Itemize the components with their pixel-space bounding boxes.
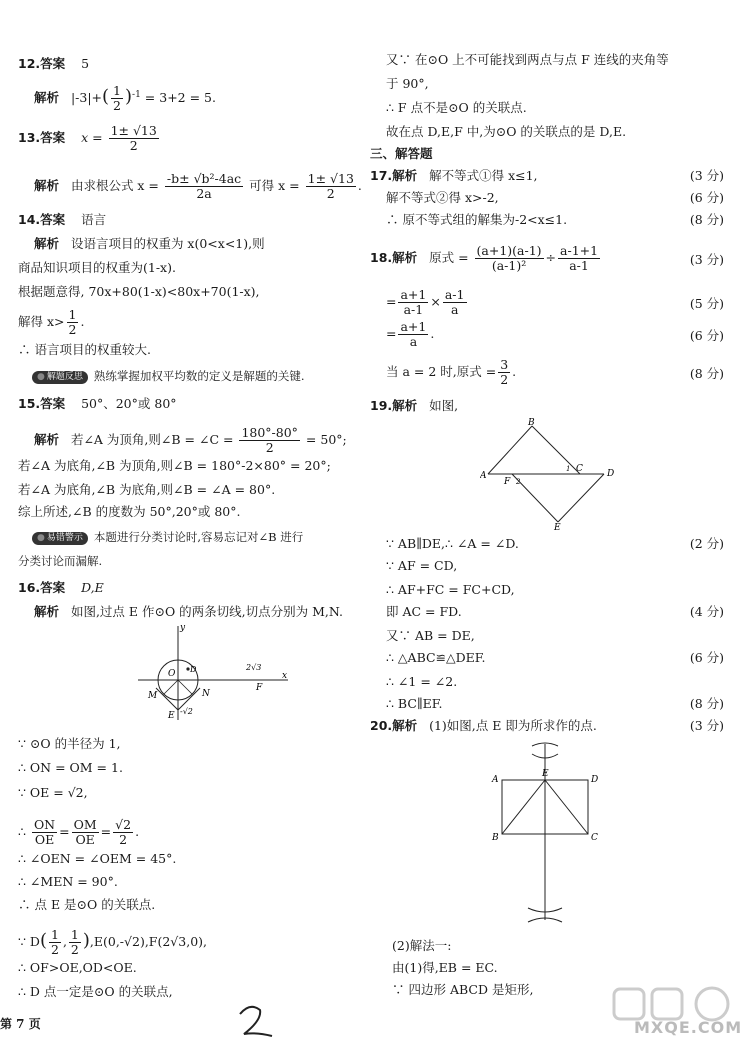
line-ec <box>545 780 588 834</box>
q16-text1: 如图,过点 E 作⊙O 的两条切线,切点分别为 M,N. <box>70 604 344 619</box>
q18-l2-pre: = <box>386 294 397 309</box>
q16-step9: ∴ OF>OE,OD<OE. <box>18 960 137 975</box>
q19-s1-text: ∵ AB∥DE,∴ ∠A = ∠D. <box>386 536 519 551</box>
label-e: E <box>554 523 561 531</box>
q17-text3: ∴ 原不等式组的解集为-2<x≤1. <box>386 212 568 227</box>
q16-s4-eq2: = <box>100 824 112 839</box>
q20-step3: ∵ 四边形 ABCD 是矩形, <box>392 982 534 997</box>
q19-s6-text: ∴ △ABC≌△DEF. <box>386 650 486 665</box>
q16-s4-pre: ∴ <box>18 824 26 839</box>
q16-step6: ∴ ∠MEN = 90°. <box>18 874 118 889</box>
q15-number: 15. <box>18 396 41 411</box>
q14-text1: 设语言项目的权重为 x(0<x<1),则 <box>70 236 265 251</box>
q13-answer <box>18 124 161 153</box>
q15-line1 <box>34 426 347 455</box>
watermark-url: MXQE.COM <box>634 1018 743 1037</box>
q14-note-text: 熟练掌握加权平均数的定义是解题的关键. <box>93 369 305 383</box>
answer-label: 答案 <box>40 56 66 71</box>
q12-explanation: 解析 |-3|+( $\frac{1}{2}$ )$^{-1}$ = 3+2 = 5. <box>34 83 216 113</box>
q17-text2: 解不等式②得 x>-2, <box>386 190 499 205</box>
q18-number: 18. <box>370 250 393 265</box>
q18-points1: (3 分) <box>689 252 724 267</box>
label-n: N <box>202 689 210 699</box>
q12-answer <box>18 56 89 72</box>
q12-exp-sup: -1 <box>132 89 141 100</box>
q14-line5: ∴ 语言项目的权重较大. <box>18 342 151 357</box>
q19-step3: ∴ AF+FC = FC+CD, <box>386 582 515 597</box>
line-de <box>558 474 604 522</box>
explanation-label: 解析 <box>392 250 418 265</box>
label-c: C <box>591 833 598 843</box>
label-e: E <box>542 769 549 779</box>
q16-step5: ∴ ∠OEN = ∠OEM = 45°. <box>18 851 177 866</box>
q20-step2: 由(1)得,EB = EC. <box>392 960 498 975</box>
q19-line0 <box>370 398 458 414</box>
label-sqrt2: -√2 <box>180 707 193 716</box>
radius-on <box>178 680 192 694</box>
q16-step3: ∵ OE = √2, <box>18 785 88 800</box>
q13-exp-frac2: $\frac{1\pm √13}{2}$ <box>307 171 354 201</box>
line-ab <box>488 426 532 474</box>
q16-step8: ∵ D( $\frac{1}{2}$ , $\frac{1}{2}$ ),E(0,-√2),F(2√3,0), <box>18 927 207 957</box>
q19-points1: (2 分) <box>689 536 724 551</box>
q18-l4-post: . <box>512 364 517 379</box>
q19-step1 <box>386 536 732 552</box>
q17-points2: (6 分) <box>689 190 724 205</box>
q13-exp-b: 可得 x = <box>249 178 300 193</box>
q14-answer-value: 语言 <box>81 212 107 227</box>
label-f: F <box>256 683 263 693</box>
q19-step2: ∵ AF = CD, <box>386 558 458 573</box>
q16-step2: ∴ ON = OM = 1. <box>18 760 123 775</box>
label-angle1: 1 <box>566 465 571 473</box>
q20-points1: (3 分) <box>689 718 724 733</box>
q15-note1: 本题进行分类讨论时,容易忘记对∠B 进行 <box>93 530 304 544</box>
q13-explanation <box>34 172 362 201</box>
q18-line3 <box>386 320 732 349</box>
q17-line2 <box>386 190 732 206</box>
q14-l4-pre: 解得 x> <box>18 314 65 329</box>
q19-s4-text: 即 AC = FD. <box>386 604 462 619</box>
q16-frac-2: $\frac{OM}{OE}$ <box>73 817 97 847</box>
label-b: B <box>528 418 535 428</box>
q17-line3 <box>386 212 732 228</box>
q16-frac-1: $\frac{ON}{OE}$ <box>33 817 56 847</box>
q18-div: ÷ <box>545 250 557 265</box>
q19-points4: (4 分) <box>689 604 724 619</box>
r-cont2: 于 90°, <box>386 76 429 91</box>
q19-points8: (8 分) <box>689 696 724 711</box>
label-angle2: 2 <box>516 478 521 486</box>
q14-frac: $\frac{1}{2}$ <box>68 307 77 337</box>
explanation-label: 解析 <box>34 432 60 447</box>
q14-answer <box>18 212 106 228</box>
q18-frac4: $\frac{a-1}{a}$ <box>444 287 465 317</box>
label-e: E <box>168 711 175 721</box>
explanation-label: 解析 <box>34 604 60 619</box>
q19-step4 <box>386 604 732 620</box>
q16-s4-post: . <box>135 824 140 839</box>
q19-step5: 又∵ AB = DE, <box>386 628 475 643</box>
q19-s8-text: ∴ BC∥EF. <box>386 696 443 711</box>
label-x: x <box>282 671 288 681</box>
q17-points3: (8 分) <box>689 212 724 227</box>
answer-label: 答案 <box>40 212 66 227</box>
q13-ans-pre: x = <box>81 130 103 145</box>
explanation-label: 解析 <box>392 168 418 183</box>
q20-number: 20. <box>370 718 393 733</box>
label-c: C <box>576 464 583 474</box>
label-d: D <box>190 665 197 674</box>
line-bc <box>532 426 580 474</box>
section-heading: 三、解答题 <box>370 146 433 161</box>
q17-line1 <box>370 168 732 184</box>
q16-frac-4: $\frac{1}{2}$ <box>50 927 59 957</box>
q12-frac: $\frac{1}{2}$ <box>113 83 121 113</box>
q20-line1 <box>370 718 732 734</box>
q19-step7: ∴ ∠1 = ∠2. <box>386 674 458 689</box>
explanation-label: 解析 <box>34 178 60 193</box>
q18-frac5: $\frac{a+1}{a}$ <box>400 319 427 349</box>
label-a: A <box>480 471 487 481</box>
q14-line3: 根据题意得, 70x+80(1-x)<80x+70(1-x), <box>18 284 260 299</box>
q19-triangle-figure <box>480 416 620 531</box>
q14-reflection-note <box>32 368 305 384</box>
q12-answer-value: 5 <box>81 56 90 71</box>
q18-l3-post: . <box>430 326 435 341</box>
answer-label: 答案 <box>40 130 66 145</box>
q14-line1 <box>34 236 265 252</box>
reflection-tag: ● 解题反思 <box>32 371 88 384</box>
q18-frac1: $\frac{(a+1)(a-1)}{\text{(a-1)²}}$ <box>476 243 542 273</box>
explanation-label: 解析 <box>34 90 60 105</box>
q19-step6 <box>386 650 732 666</box>
line-eb <box>502 780 545 834</box>
q18-points2: (5 分) <box>689 296 724 311</box>
q16-step1: ∵ ⊙O 的半径为 1, <box>18 736 121 751</box>
label-o: O <box>168 669 176 679</box>
label-2sqrt3: 2√3 <box>246 663 262 672</box>
page-number: 第 7 页 <box>0 1017 41 1031</box>
label-a: A <box>492 775 499 785</box>
q12-number: 12. <box>18 56 41 71</box>
label-m: M <box>148 691 158 701</box>
q15-frac: $\frac{180^\circ-80^\circ}{2}$ <box>241 425 298 455</box>
q16-step10: ∴ D 点一定是⊙O 的关联点, <box>18 984 173 999</box>
label-b: B <box>492 833 499 843</box>
q19-step8 <box>386 696 732 712</box>
q20-rectangle-figure <box>488 742 608 926</box>
explanation-label: 解析 <box>34 236 60 251</box>
radius-om <box>164 680 178 694</box>
q13-number: 13. <box>18 130 41 145</box>
answer-label: 答案 <box>40 580 66 595</box>
q18-l1-pre: 原式 = <box>429 250 469 265</box>
q15-line4: 综上所述,∠B 的度数为 50°,20°或 80°. <box>18 504 241 519</box>
label-d: D <box>591 775 599 785</box>
q15-answer-value: 50°、20°或 80° <box>81 396 177 411</box>
q15-line3: 若∠A 为底角,∠B 为底角,则∠B = ∠A = 80°. <box>18 482 276 497</box>
q17-points1: (3 分) <box>689 168 724 183</box>
q17-text1: 解不等式①得 x≤1, <box>429 168 538 183</box>
q12-exp-a: |-3|+ <box>70 90 103 105</box>
handwritten-mark <box>232 1002 282 1042</box>
q18-frac3: $\frac{a+1}{a-1}$ <box>400 287 427 317</box>
q15-answer <box>18 396 177 412</box>
explanation-label: 解析 <box>392 718 418 733</box>
q20-step1: (2)解法一: <box>392 938 452 953</box>
q16-step7: ∴ 点 E 是⊙O 的关联点. <box>18 897 156 912</box>
q13-exp-frac: $\frac{\text{-b± √b²-4ac}}{2a}$ <box>166 171 242 201</box>
label-d: D <box>607 469 615 479</box>
q16-step4 <box>18 818 139 847</box>
r-cont3: ∴ F 点不是⊙O 的关联点. <box>386 100 527 115</box>
q16-frac-3: $\frac{√2}{2}$ <box>115 817 132 847</box>
q14-l4-post: . <box>80 314 85 329</box>
q15-warning-note <box>32 529 303 545</box>
explanation-label: 解析 <box>392 398 418 413</box>
q18-points3: (6 分) <box>689 328 724 343</box>
q15-l1-post: = 50°; <box>305 432 347 447</box>
answer-label: 答案 <box>40 396 66 411</box>
q18-line4 <box>386 358 732 387</box>
r-cont4: 故在点 D,E,F 中,为⊙O 的关联点的是 D,E. <box>386 124 627 139</box>
q14-line2: 商品知识项目的权重为(1-x). <box>18 260 176 275</box>
q16-answer <box>18 580 104 596</box>
q18-points4: (8 分) <box>689 366 724 381</box>
q18-times: × <box>430 294 441 309</box>
q18-l4-pre: 当 a = 2 时,原式 = <box>386 364 497 379</box>
q17-number: 17. <box>370 168 393 183</box>
q12-exp-b: = 3+2 = 5. <box>144 90 216 105</box>
q16-s8-post: ,E(0,-√2),F(2√3,0), <box>89 934 207 949</box>
q19-number: 19. <box>370 398 393 413</box>
q18-frac2: $\frac{a-1+1}{a-1}$ <box>560 243 599 273</box>
q16-s8-pre: ∵ D <box>18 934 40 949</box>
q15-line2: 若∠A 为底角,∠B 为顶角,则∠B = 180°-2×80° = 20°; <box>18 458 331 473</box>
q15-warning-note2: 分类讨论而漏解. <box>18 554 103 568</box>
q18-line1 <box>370 244 732 273</box>
q13-exp-c: . <box>357 178 362 193</box>
q18-frac6: $\frac{3}{2}$ <box>500 357 509 387</box>
q14-number: 14. <box>18 212 41 227</box>
q16-number: 16. <box>18 580 41 595</box>
q19-points6: (6 分) <box>689 650 724 665</box>
q13-exp-a: 由求根公式 x = <box>70 178 159 193</box>
q18-line2 <box>386 288 732 317</box>
r-cont1: 又∵ 在⊙O 上不可能找到两点与点 F 连线的夹角等 <box>386 52 669 67</box>
q15-l1-pre: 若∠A 为顶角,则∠B = ∠C = <box>70 432 234 447</box>
q16-s4-eq1: = <box>59 824 70 839</box>
label-f: F <box>504 477 511 487</box>
warning-tag: ● 易错警示 <box>32 532 88 545</box>
q18-l3-pre: = <box>386 326 397 341</box>
label-y: y <box>180 623 186 633</box>
q19-text0: 如图, <box>429 398 459 413</box>
q20-text1: (1)如图,点 E 即为所求作的点. <box>429 718 597 733</box>
q16-answer-value: D,E <box>81 580 104 595</box>
q16-circle-figure <box>128 618 298 728</box>
q16-s8-mid: , <box>62 934 67 949</box>
q14-line4 <box>18 308 84 337</box>
q16-frac-5: $\frac{1}{2}$ <box>70 927 79 957</box>
q13-ans-frac: $\frac{1\pm √13}{2}$ <box>110 123 157 153</box>
